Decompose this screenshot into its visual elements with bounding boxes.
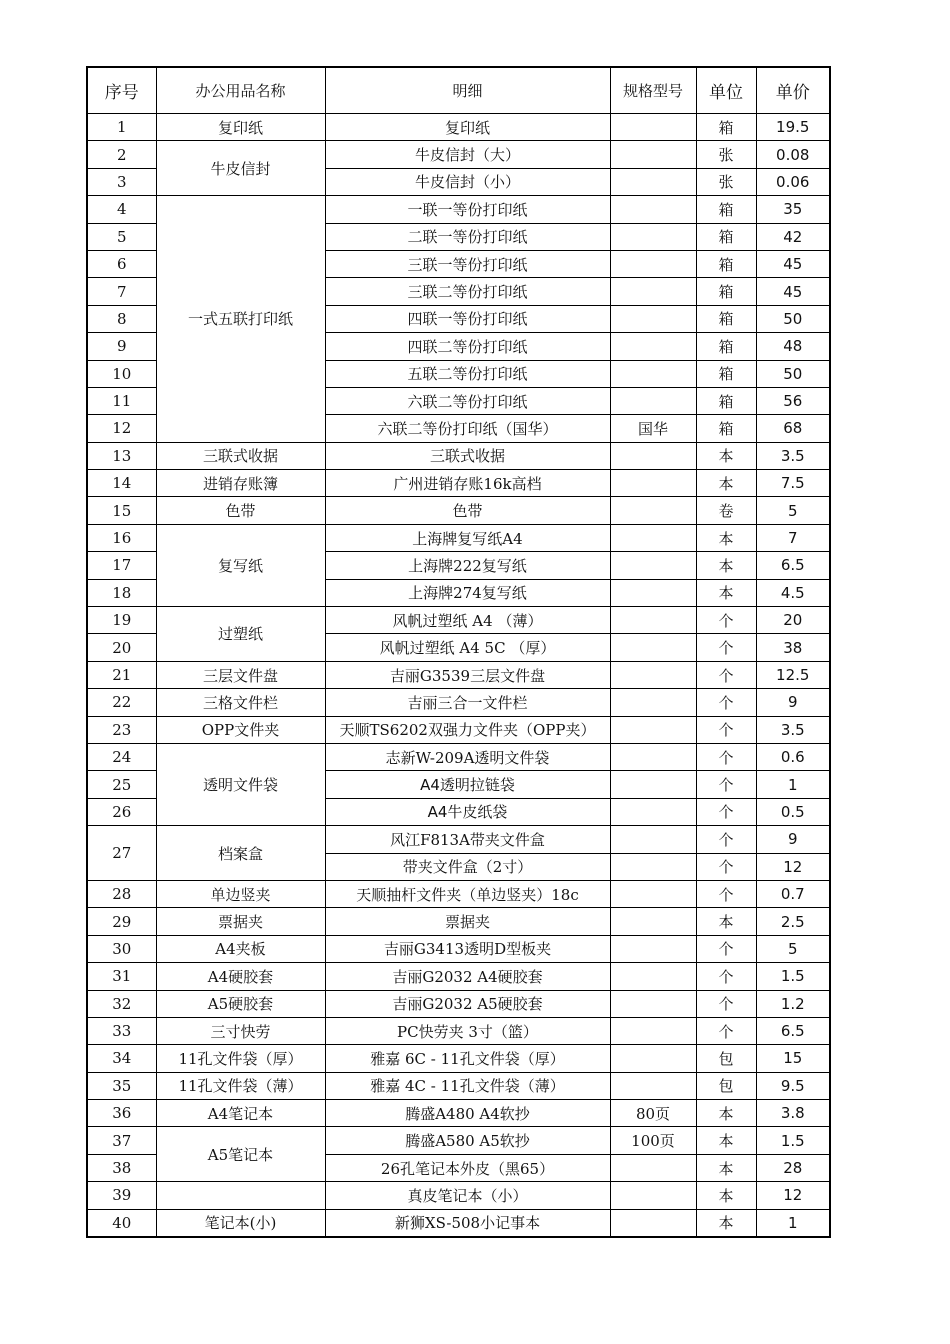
cell-price: 19.5 — [756, 114, 830, 141]
cell-spec — [610, 880, 696, 907]
cell-price: 68 — [756, 415, 830, 442]
cell-seq: 22 — [87, 689, 156, 716]
table-row — [87, 141, 830, 168]
cell-unit: 本 — [696, 470, 756, 497]
cell-price: 3.5 — [756, 716, 830, 743]
cell-detail: 天顺抽杆文件夹（单边竖夹）18c — [325, 880, 610, 907]
cell-spec — [610, 990, 696, 1017]
cell-unit: 个 — [696, 853, 756, 880]
cell-unit: 本 — [696, 1182, 756, 1209]
cell-price: 3.8 — [756, 1100, 830, 1127]
cell-unit: 本 — [696, 1209, 756, 1237]
header-row — [87, 67, 830, 114]
cell-name: A4夹板 — [156, 935, 325, 962]
cell-spec — [610, 1017, 696, 1044]
cell-detail: 腾盛A580 A5软抄 — [325, 1127, 610, 1154]
cell-spec: 80页 — [610, 1100, 696, 1127]
cell-name: A5硬胶套 — [156, 990, 325, 1017]
cell-price: 3.5 — [756, 442, 830, 469]
header-unit: 单位 — [696, 67, 756, 114]
cell-seq: 15 — [87, 497, 156, 524]
cell-price: 9 — [756, 826, 830, 853]
cell-spec — [610, 497, 696, 524]
cell-detail: 六联二等份打印纸 — [325, 387, 610, 414]
cell-detail: 吉丽G3413透明D型板夹 — [325, 935, 610, 962]
cell-price: 38 — [756, 634, 830, 661]
table-row — [87, 196, 830, 223]
cell-name: 11孔文件袋（薄） — [156, 1072, 325, 1099]
table-row — [87, 442, 830, 469]
cell-detail: 风江F813A带夹文件盒 — [325, 826, 610, 853]
cell-seq: 33 — [87, 1017, 156, 1044]
cell-spec — [610, 442, 696, 469]
cell-seq: 21 — [87, 661, 156, 688]
table-row — [87, 689, 830, 716]
cell-detail: 三联式收据 — [325, 442, 610, 469]
cell-unit: 个 — [696, 798, 756, 825]
cell-spec — [610, 743, 696, 770]
cell-seq: 9 — [87, 333, 156, 360]
cell-price: 20 — [756, 607, 830, 634]
cell-unit: 个 — [696, 661, 756, 688]
cell-spec — [610, 1209, 696, 1237]
cell-detail: 吉丽G3539三层文件盘 — [325, 661, 610, 688]
cell-spec — [610, 360, 696, 387]
cell-seq: 12 — [87, 415, 156, 442]
table-row — [87, 1209, 830, 1237]
cell-unit: 本 — [696, 552, 756, 579]
cell-detail: 牛皮信封（大） — [325, 141, 610, 168]
cell-spec — [610, 141, 696, 168]
cell-seq: 32 — [87, 990, 156, 1017]
cell-spec — [610, 333, 696, 360]
cell-name: 色带 — [156, 497, 325, 524]
cell-unit: 箱 — [696, 250, 756, 277]
table-row — [87, 990, 830, 1017]
cell-seq: 29 — [87, 908, 156, 935]
cell-seq: 18 — [87, 579, 156, 606]
cell-seq: 13 — [87, 442, 156, 469]
cell-unit: 箱 — [696, 333, 756, 360]
cell-name: 进销存账簿 — [156, 470, 325, 497]
header-name: 办公用品名称 — [156, 67, 325, 114]
cell-spec — [610, 1154, 696, 1181]
table-row — [87, 963, 830, 990]
cell-name: 一式五联打印纸 — [156, 196, 325, 443]
table-row — [87, 1182, 830, 1209]
cell-detail: 风帆过塑纸 A4 5C （厚） — [325, 634, 610, 661]
cell-detail: 吉丽G2032 A5硬胶套 — [325, 990, 610, 1017]
cell-seq: 26 — [87, 798, 156, 825]
cell-detail: PC快劳夹 3寸（篮） — [325, 1017, 610, 1044]
cell-unit: 个 — [696, 1017, 756, 1044]
cell-spec — [610, 552, 696, 579]
cell-detail: A4透明拉链袋 — [325, 771, 610, 798]
cell-spec — [610, 168, 696, 195]
cell-price: 35 — [756, 196, 830, 223]
cell-spec — [610, 716, 696, 743]
cell-unit: 卷 — [696, 497, 756, 524]
cell-seq: 19 — [87, 607, 156, 634]
table-row — [87, 607, 830, 634]
cell-unit: 个 — [696, 743, 756, 770]
cell-price: 6.5 — [756, 552, 830, 579]
cell-name: A4硬胶套 — [156, 963, 325, 990]
cell-detail: 雅嘉 4C - 11孔文件袋（薄） — [325, 1072, 610, 1099]
cell-detail: 票据夹 — [325, 908, 610, 935]
table-row — [87, 908, 830, 935]
cell-name: 牛皮信封 — [156, 141, 325, 196]
table-row — [87, 743, 830, 770]
cell-seq: 23 — [87, 716, 156, 743]
cell-detail: 一联一等份打印纸 — [325, 196, 610, 223]
cell-spec — [610, 798, 696, 825]
table-row — [87, 935, 830, 962]
table-row — [87, 497, 830, 524]
cell-seq: 25 — [87, 771, 156, 798]
cell-spec: 国华 — [610, 415, 696, 442]
cell-price: 15 — [756, 1045, 830, 1072]
cell-name: A5笔记本 — [156, 1127, 325, 1182]
table-row — [87, 716, 830, 743]
cell-price: 56 — [756, 387, 830, 414]
cell-unit: 张 — [696, 141, 756, 168]
cell-price: 9 — [756, 689, 830, 716]
cell-price: 42 — [756, 223, 830, 250]
cell-seq: 3 — [87, 168, 156, 195]
cell-spec — [610, 853, 696, 880]
cell-price: 7 — [756, 524, 830, 551]
cell-unit: 个 — [696, 990, 756, 1017]
cell-price: 12.5 — [756, 661, 830, 688]
cell-price: 48 — [756, 333, 830, 360]
cell-unit: 个 — [696, 716, 756, 743]
table-row — [87, 1072, 830, 1099]
cell-detail: 雅嘉 6C - 11孔文件袋（厚） — [325, 1045, 610, 1072]
cell-unit: 张 — [696, 168, 756, 195]
cell-unit: 个 — [696, 771, 756, 798]
cell-unit: 箱 — [696, 114, 756, 141]
cell-unit: 个 — [696, 880, 756, 907]
cell-detail: 天顺TS6202双强力文件夹（OPP夹） — [325, 716, 610, 743]
cell-price: 0.5 — [756, 798, 830, 825]
table-row — [87, 1017, 830, 1044]
cell-seq: 37 — [87, 1127, 156, 1154]
cell-unit: 本 — [696, 442, 756, 469]
cell-name: 复写纸 — [156, 524, 325, 606]
cell-spec — [610, 114, 696, 141]
cell-spec — [610, 387, 696, 414]
cell-name: 三层文件盘 — [156, 661, 325, 688]
cell-unit: 包 — [696, 1045, 756, 1072]
cell-detail: 志新W-209A透明文件袋 — [325, 743, 610, 770]
cell-unit: 箱 — [696, 305, 756, 332]
cell-unit: 本 — [696, 1100, 756, 1127]
cell-seq: 34 — [87, 1045, 156, 1072]
cell-detail: 牛皮信封（小） — [325, 168, 610, 195]
cell-detail: 吉丽三合一文件栏 — [325, 689, 610, 716]
header-seq: 序号 — [87, 67, 156, 114]
cell-spec — [610, 908, 696, 935]
cell-unit: 箱 — [696, 415, 756, 442]
cell-detail: 真皮笔记本（小） — [325, 1182, 610, 1209]
cell-seq: 31 — [87, 963, 156, 990]
cell-price: 4.5 — [756, 579, 830, 606]
cell-spec — [610, 278, 696, 305]
cell-unit: 个 — [696, 689, 756, 716]
cell-price: 0.7 — [756, 880, 830, 907]
cell-price: 0.06 — [756, 168, 830, 195]
cell-spec — [610, 1045, 696, 1072]
cell-price: 12 — [756, 853, 830, 880]
cell-name: 档案盒 — [156, 826, 325, 881]
cell-name: OPP文件夹 — [156, 716, 325, 743]
cell-name: 11孔文件袋（厚） — [156, 1045, 325, 1072]
cell-price: 0.6 — [756, 743, 830, 770]
header-detail: 明细 — [325, 67, 610, 114]
cell-spec — [610, 579, 696, 606]
cell-spec — [610, 524, 696, 551]
cell-detail: 上海牌复写纸A4 — [325, 524, 610, 551]
cell-name: 三寸快劳 — [156, 1017, 325, 1044]
cell-unit: 箱 — [696, 278, 756, 305]
cell-unit: 个 — [696, 963, 756, 990]
cell-name: 过塑纸 — [156, 607, 325, 662]
cell-unit: 箱 — [696, 196, 756, 223]
cell-name: 复印纸 — [156, 114, 325, 141]
cell-unit: 本 — [696, 1154, 756, 1181]
cell-unit: 箱 — [696, 387, 756, 414]
cell-price: 28 — [756, 1154, 830, 1181]
cell-seq: 16 — [87, 524, 156, 551]
cell-detail: 三联一等份打印纸 — [325, 250, 610, 277]
cell-price: 5 — [756, 935, 830, 962]
cell-seq: 4 — [87, 196, 156, 223]
cell-unit: 个 — [696, 935, 756, 962]
cell-unit: 本 — [696, 524, 756, 551]
cell-detail: 新狮XS-508小记事本 — [325, 1209, 610, 1237]
cell-detail: 复印纸 — [325, 114, 610, 141]
table-row — [87, 1045, 830, 1072]
cell-seq: 1 — [87, 114, 156, 141]
cell-spec: 100页 — [610, 1127, 696, 1154]
cell-spec — [610, 689, 696, 716]
cell-spec — [610, 826, 696, 853]
cell-seq: 27 — [87, 826, 156, 881]
cell-seq: 20 — [87, 634, 156, 661]
cell-unit: 个 — [696, 634, 756, 661]
cell-price: 2.5 — [756, 908, 830, 935]
cell-spec — [610, 1072, 696, 1099]
cell-price: 7.5 — [756, 470, 830, 497]
cell-spec — [610, 305, 696, 332]
cell-seq: 36 — [87, 1100, 156, 1127]
cell-price: 12 — [756, 1182, 830, 1209]
table-row — [87, 1127, 830, 1154]
cell-seq: 28 — [87, 880, 156, 907]
cell-seq: 14 — [87, 470, 156, 497]
cell-detail: 上海牌274复写纸 — [325, 579, 610, 606]
cell-unit: 本 — [696, 908, 756, 935]
cell-name: A4笔记本 — [156, 1100, 325, 1127]
cell-price: 1.5 — [756, 1127, 830, 1154]
cell-price: 1.5 — [756, 963, 830, 990]
cell-detail: 四联一等份打印纸 — [325, 305, 610, 332]
cell-price: 0.08 — [756, 141, 830, 168]
cell-price: 9.5 — [756, 1072, 830, 1099]
cell-name: 三联式收据 — [156, 442, 325, 469]
cell-detail: 风帆过塑纸 A4 （薄） — [325, 607, 610, 634]
cell-name: 透明文件袋 — [156, 743, 325, 825]
cell-price: 1.2 — [756, 990, 830, 1017]
cell-spec — [610, 196, 696, 223]
cell-detail: 26孔笔记本外皮（黑65） — [325, 1154, 610, 1181]
cell-unit: 箱 — [696, 223, 756, 250]
cell-price: 50 — [756, 360, 830, 387]
cell-price: 45 — [756, 278, 830, 305]
cell-name: 单边竖夹 — [156, 880, 325, 907]
cell-price: 5 — [756, 497, 830, 524]
cell-name: 笔记本(小) — [156, 1209, 325, 1237]
cell-spec — [610, 634, 696, 661]
cell-price: 50 — [756, 305, 830, 332]
cell-seq: 8 — [87, 305, 156, 332]
table-row — [87, 114, 830, 141]
cell-seq: 30 — [87, 935, 156, 962]
cell-spec — [610, 223, 696, 250]
office-supplies-table — [86, 66, 831, 1238]
cell-price: 6.5 — [756, 1017, 830, 1044]
cell-spec — [610, 470, 696, 497]
cell-spec — [610, 250, 696, 277]
cell-detail: 上海牌222复写纸 — [325, 552, 610, 579]
cell-seq: 10 — [87, 360, 156, 387]
cell-spec — [610, 963, 696, 990]
cell-seq: 35 — [87, 1072, 156, 1099]
cell-unit: 个 — [696, 607, 756, 634]
cell-seq: 5 — [87, 223, 156, 250]
cell-unit: 个 — [696, 826, 756, 853]
cell-unit: 箱 — [696, 360, 756, 387]
cell-detail: 六联二等份打印纸（国华） — [325, 415, 610, 442]
cell-detail: 四联二等份打印纸 — [325, 333, 610, 360]
cell-price: 1 — [756, 1209, 830, 1237]
cell-seq: 2 — [87, 141, 156, 168]
cell-detail: 五联二等份打印纸 — [325, 360, 610, 387]
cell-detail: 广州进销存账16k高档 — [325, 470, 610, 497]
cell-seq: 38 — [87, 1154, 156, 1181]
header-spec: 规格型号 — [610, 67, 696, 114]
cell-detail: A4牛皮纸袋 — [325, 798, 610, 825]
cell-spec — [610, 607, 696, 634]
cell-seq: 17 — [87, 552, 156, 579]
cell-name: 票据夹 — [156, 908, 325, 935]
cell-name: 三格文件栏 — [156, 689, 325, 716]
cell-spec — [610, 661, 696, 688]
cell-spec — [610, 771, 696, 798]
cell-seq: 11 — [87, 387, 156, 414]
cell-detail: 色带 — [325, 497, 610, 524]
cell-price: 1 — [756, 771, 830, 798]
cell-detail: 腾盛A480 A4软抄 — [325, 1100, 610, 1127]
cell-spec — [610, 1182, 696, 1209]
table-row — [87, 1100, 830, 1127]
header-price: 单价 — [756, 67, 830, 114]
cell-seq: 7 — [87, 278, 156, 305]
cell-detail: 三联二等份打印纸 — [325, 278, 610, 305]
cell-detail: 吉丽G2032 A4硬胶套 — [325, 963, 610, 990]
cell-detail: 二联一等份打印纸 — [325, 223, 610, 250]
table-row — [87, 470, 830, 497]
cell-seq: 40 — [87, 1209, 156, 1237]
cell-unit: 本 — [696, 1127, 756, 1154]
cell-unit: 包 — [696, 1072, 756, 1099]
cell-price: 45 — [756, 250, 830, 277]
table-row — [87, 661, 830, 688]
cell-detail: 带夹文件盒（2寸） — [325, 853, 610, 880]
cell-seq: 39 — [87, 1182, 156, 1209]
table-row — [87, 524, 830, 551]
cell-seq: 6 — [87, 250, 156, 277]
cell-seq: 24 — [87, 743, 156, 770]
table-row — [87, 880, 830, 907]
cell-spec — [610, 935, 696, 962]
cell-unit: 本 — [696, 579, 756, 606]
table-row — [87, 826, 830, 853]
cell-name — [156, 1182, 325, 1209]
